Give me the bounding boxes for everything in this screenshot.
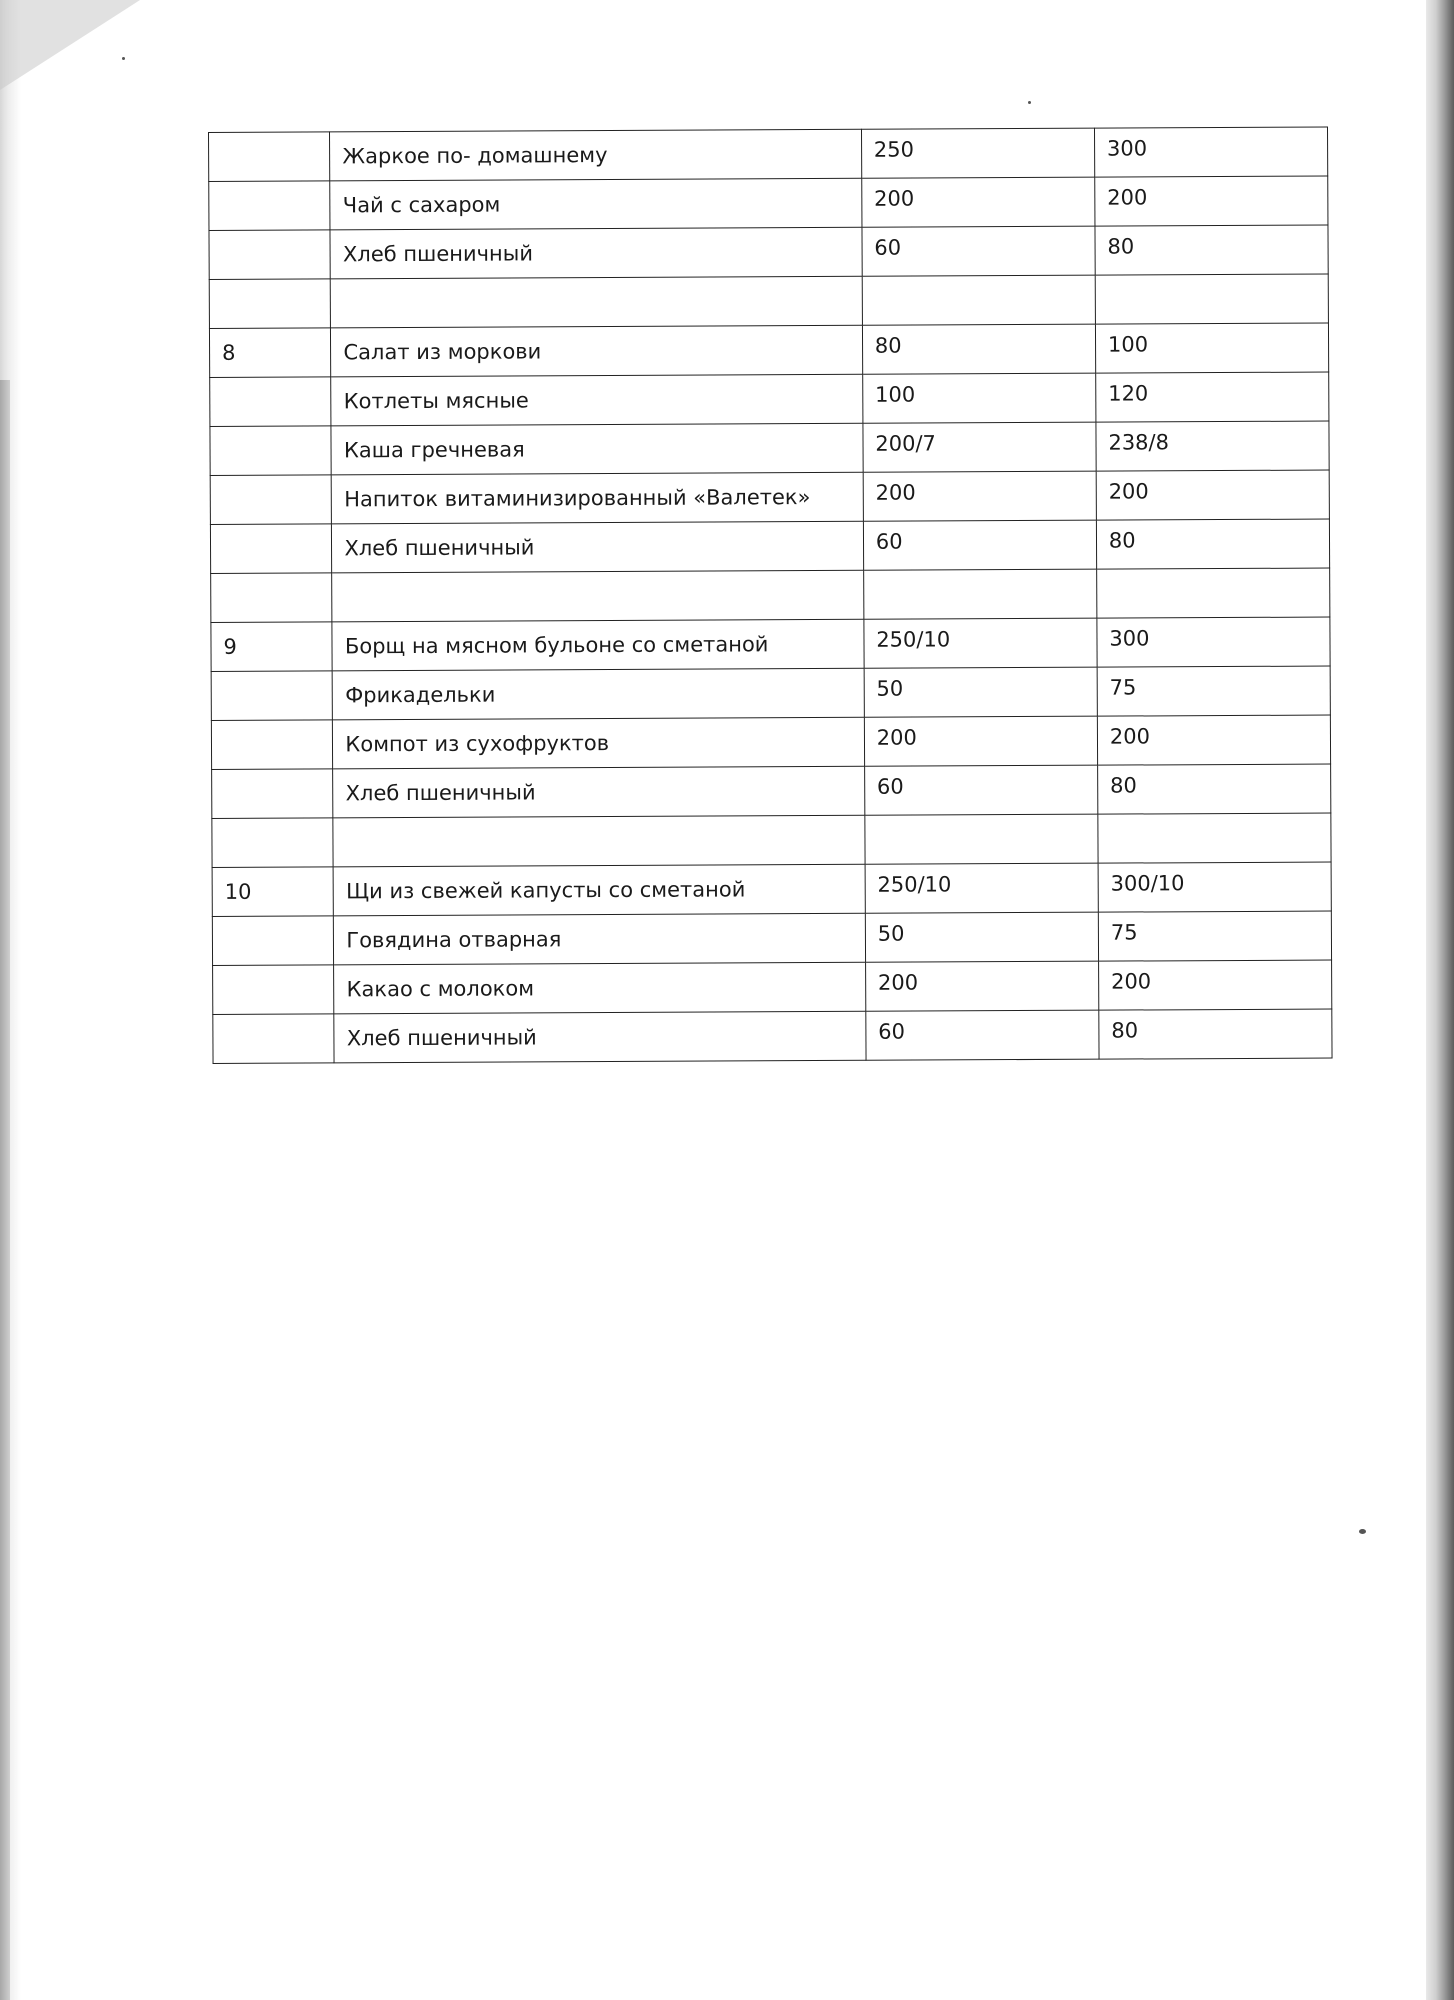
dish-name-cell: Хлеб пшеничный	[333, 766, 865, 818]
portion-a-cell: 200	[862, 177, 1095, 227]
portion-a-cell: 200	[863, 471, 1096, 521]
day-number-cell	[209, 181, 331, 231]
portion-a-cell: 50	[864, 667, 1097, 717]
portion-b-cell: 80	[1095, 225, 1328, 275]
portion-b-cell: 200	[1098, 960, 1331, 1010]
dish-name-cell: Говядина отварная	[334, 913, 866, 965]
day-number-cell: 8	[209, 328, 331, 378]
menu-row	[210, 372, 1329, 426]
dish-name-cell: Фрикадельки	[333, 668, 865, 720]
day-number-cell	[212, 769, 334, 819]
portion-a-cell	[862, 275, 1095, 325]
scan-corner-shadow	[0, 0, 140, 90]
menu-row	[211, 617, 1330, 671]
portion-a-cell: 100	[862, 373, 1095, 423]
menu-row	[211, 666, 1330, 720]
portion-b-cell: 200	[1097, 715, 1330, 765]
portion-a-cell: 60	[864, 765, 1097, 815]
scan-speck	[122, 57, 125, 60]
menu-row	[209, 323, 1328, 377]
portion-a-cell: 50	[865, 912, 1098, 962]
menu-row	[212, 911, 1331, 965]
portion-b-cell	[1097, 568, 1330, 618]
dish-name-cell: Борщ на мясном бульоне со сметаной	[332, 619, 864, 671]
portion-a-cell	[865, 814, 1098, 864]
menu-row	[210, 421, 1329, 475]
portion-b-cell: 200	[1095, 176, 1328, 226]
day-number-cell: 9	[211, 622, 333, 672]
dish-name-cell	[331, 276, 863, 328]
day-number-cell	[211, 573, 333, 623]
portion-b-cell: 300	[1097, 617, 1330, 667]
menu-row	[212, 764, 1331, 818]
portion-a-cell: 200	[864, 716, 1097, 766]
dish-name-cell: Чай с сахаром	[330, 178, 862, 230]
portion-b-cell: 300	[1094, 127, 1327, 177]
portion-a-cell: 60	[862, 226, 1095, 276]
day-number-cell	[212, 916, 334, 966]
scan-shadow-left	[0, 0, 150, 2000]
portion-b-cell: 75	[1098, 911, 1331, 961]
portion-b-cell: 238/8	[1096, 421, 1329, 471]
menu-row	[209, 176, 1328, 230]
dish-name-cell	[333, 815, 865, 867]
dish-name-cell: Каша гречневая	[331, 423, 863, 475]
menu-row	[213, 1009, 1332, 1063]
portion-b-cell: 80	[1099, 1009, 1332, 1059]
day-number-cell: 10	[212, 867, 334, 917]
portion-b-cell: 75	[1097, 666, 1330, 716]
portion-a-cell: 200	[865, 961, 1098, 1011]
menu-table	[208, 127, 1333, 1064]
menu-row	[209, 225, 1328, 279]
dish-name-cell: Котлеты мясные	[331, 374, 863, 426]
day-number-cell	[210, 377, 332, 427]
dish-name-cell	[332, 570, 864, 622]
portion-a-cell: 250	[861, 128, 1094, 178]
portion-a-cell: 60	[866, 1010, 1099, 1060]
day-number-cell	[212, 818, 334, 868]
spacer-row	[211, 568, 1330, 622]
portion-a-cell	[863, 569, 1096, 619]
day-number-cell	[211, 720, 333, 770]
dish-name-cell: Хлеб пшеничный	[330, 227, 862, 279]
portion-b-cell: 80	[1097, 764, 1330, 814]
dish-name-cell: Салат из моркови	[331, 325, 863, 377]
dish-name-cell: Хлеб пшеничный	[332, 521, 864, 573]
dish-name-cell: Компот из сухофруктов	[333, 717, 865, 769]
portion-a-cell: 80	[862, 324, 1095, 374]
day-number-cell	[209, 132, 331, 182]
portion-b-cell: 300/10	[1098, 862, 1331, 912]
portion-a-cell: 200/7	[863, 422, 1096, 472]
menu-row	[212, 862, 1331, 916]
dish-name-cell: Какао с молоком	[334, 962, 866, 1014]
dish-name-cell: Щи из свежей капусты со сметаной	[333, 864, 865, 916]
menu-table-body	[209, 127, 1333, 1063]
day-number-cell	[213, 965, 335, 1015]
menu-row	[210, 470, 1329, 524]
dish-name-cell: Хлеб пшеничный	[334, 1011, 866, 1063]
portion-b-cell	[1095, 274, 1328, 324]
portion-b-cell	[1098, 813, 1331, 863]
spacer-row	[212, 813, 1331, 867]
portion-a-cell: 60	[863, 520, 1096, 570]
scan-shadow-right	[1426, 0, 1454, 2000]
scan-speck	[1028, 101, 1031, 104]
portion-a-cell: 250/10	[865, 863, 1098, 913]
portion-a-cell: 250/10	[864, 618, 1097, 668]
portion-b-cell: 120	[1096, 372, 1329, 422]
day-number-cell	[209, 279, 331, 329]
menu-row	[209, 127, 1328, 181]
dish-name-cell: Жаркое по- домашнему	[330, 129, 862, 181]
day-number-cell	[210, 524, 332, 574]
day-number-cell	[210, 475, 332, 525]
portion-b-cell: 200	[1096, 470, 1329, 520]
dish-name-cell: Напиток витаминизированный «Валетек»	[332, 472, 864, 524]
menu-row	[210, 519, 1329, 573]
portion-b-cell: 80	[1096, 519, 1329, 569]
day-number-cell	[209, 230, 331, 280]
scan-shadow-left-dark	[0, 380, 10, 2000]
menu-row	[211, 715, 1330, 769]
menu-row	[213, 960, 1332, 1014]
spacer-row	[209, 274, 1328, 328]
day-number-cell	[211, 671, 333, 721]
scan-speck	[1359, 1529, 1366, 1534]
day-number-cell	[213, 1014, 335, 1064]
portion-b-cell: 100	[1095, 323, 1328, 373]
day-number-cell	[210, 426, 332, 476]
